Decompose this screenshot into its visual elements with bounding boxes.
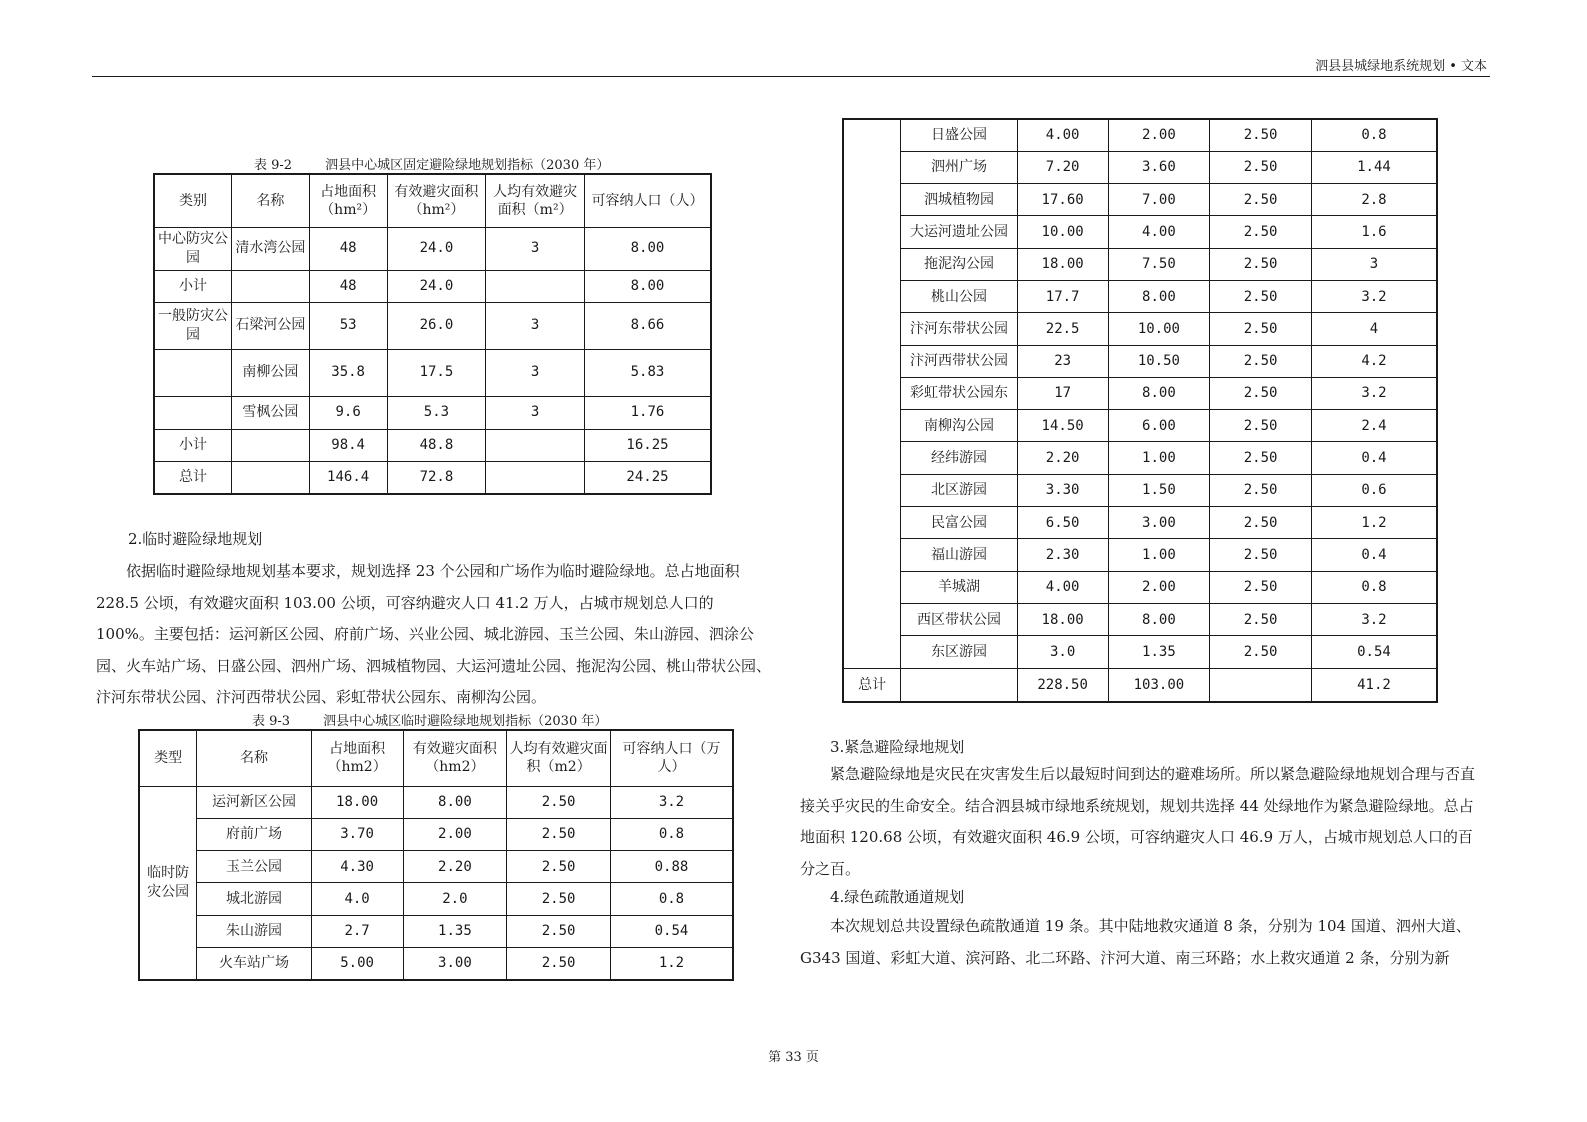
name-cell: 运河新区公园 xyxy=(197,786,311,818)
per-capita-cell: 2.50 xyxy=(1210,151,1312,183)
per-capita-cell: 2.50 xyxy=(1210,216,1312,248)
table92-row xyxy=(154,227,711,270)
table93-row xyxy=(139,915,733,947)
name-cell: 民富公园 xyxy=(901,507,1017,539)
capacity-cell: 2.8 xyxy=(1311,184,1437,216)
capacity-cell: 4.2 xyxy=(1311,345,1437,377)
section3-paragraph: 紧急避险绿地是灾民在灾害发生后以最短时间到达的避难场所。所以紧急避险绿地规划合理与否直接关乎灾民的生命安全。结合泗县城市绿地系统规划，规划共选择 44 处绿地作为紧急避险绿地。总占地面积 120.68 公顷，有效避灾面积 46.9 公顷，可容纳避灾人口 46.9 万人，占城市规划总人口的百分之百。 xyxy=(800,765,1476,878)
area-cell: 3.30 xyxy=(1017,474,1108,506)
per-capita-cell: 2.50 xyxy=(1210,636,1312,668)
section2-paragraph: 依据临时避险绿地规划基本要求，规划选择 23 个公园和广场作为临时避险绿地。总占地面积 228.5 公顷，有效避灾面积 103.00 公顷，可容纳避灾人口 41.2 万人，占城市规划总人口的 100%。主要包括：运河新区公园、府前广场、兴业公园、城北游园、玉兰公园、朱山游园、泗涂公园、火车站广场、日盛公园、泗州广场、泗城植物园、大运河遗址公园、拖泥沟公园、桃山带状公园、汴河东带状公园、汴河西带状公园、彩虹带状公园东、南柳沟公园。 xyxy=(96,562,772,706)
name-cell: 汴河东带状公园 xyxy=(901,313,1017,345)
area-cell: 9.6 xyxy=(309,396,387,429)
capacity-cell: 0.8 xyxy=(610,818,733,850)
table93-header-cell: 名称 xyxy=(197,730,311,786)
section3-heading: 3.紧急避险绿地规划 xyxy=(830,738,965,756)
name-cell: 火车站广场 xyxy=(197,947,311,979)
per-capita-cell: 2.50 xyxy=(1210,603,1312,635)
table92-row xyxy=(154,270,711,302)
area-cell: 98.4 xyxy=(309,429,387,461)
page-number: 第 33 页 xyxy=(768,1050,819,1065)
table93-row xyxy=(139,851,733,883)
capacity-cell: 3.2 xyxy=(1311,280,1437,312)
area-cell: 48 xyxy=(309,270,387,302)
table92-row xyxy=(154,429,711,461)
table93-row xyxy=(843,119,1437,151)
table93-total-row xyxy=(843,668,1437,702)
per-capita-cell: 3 xyxy=(486,349,585,396)
capacity-cell: 0.4 xyxy=(1311,539,1437,571)
category-cell: 总计 xyxy=(154,461,232,494)
capacity-cell: 24.25 xyxy=(584,461,711,494)
name-cell: 南柳沟公园 xyxy=(901,410,1017,442)
table93-row xyxy=(843,539,1437,571)
name-cell: 福山游园 xyxy=(901,539,1017,571)
table93-header-cell: 类型 xyxy=(139,730,197,786)
section4-body xyxy=(800,911,1476,974)
table93-row xyxy=(139,786,733,818)
category-cell: 临时防灾公园 xyxy=(139,786,197,980)
capacity-cell: 1.76 xyxy=(584,396,711,429)
effective-cell: 24.0 xyxy=(387,270,486,302)
capacity-cell: 41.2 xyxy=(1311,668,1437,702)
name-cell xyxy=(232,461,310,494)
table93-row xyxy=(843,280,1437,312)
per-capita-cell: 2.50 xyxy=(1210,539,1312,571)
name-cell: 东区游园 xyxy=(901,636,1017,668)
table92-header-cell: 名称 xyxy=(232,174,310,227)
per-capita-cell: 2.50 xyxy=(1210,474,1312,506)
capacity-cell: 1.2 xyxy=(610,947,733,979)
table92-header-cell: 占地面积（hm²） xyxy=(309,174,387,227)
capacity-cell: 0.54 xyxy=(610,915,733,947)
area-cell: 4.00 xyxy=(1017,571,1108,603)
area-cell: 3.70 xyxy=(311,818,403,850)
name-cell: 桃山公园 xyxy=(901,280,1017,312)
section4-heading: 4.绿色疏散通道规划 xyxy=(830,888,965,906)
name-cell xyxy=(232,429,310,461)
per-capita-cell: 2.50 xyxy=(1210,248,1312,280)
table-9-2 xyxy=(153,173,712,495)
per-capita-cell: 3 xyxy=(486,227,585,270)
section2-body xyxy=(96,556,772,714)
effective-cell: 4.00 xyxy=(1108,216,1210,248)
effective-cell: 10.00 xyxy=(1108,313,1210,345)
name-cell: 日盛公园 xyxy=(901,119,1017,151)
capacity-cell: 2.4 xyxy=(1311,410,1437,442)
header-title: 泗县县城绿地系统规划 • 文本 xyxy=(1315,59,1487,74)
per-capita-cell: 2.50 xyxy=(507,883,611,915)
category-cell: 中心防灾公园 xyxy=(154,227,232,270)
effective-cell: 24.0 xyxy=(387,227,486,270)
area-cell: 35.8 xyxy=(309,349,387,396)
total-label-cell: 总计 xyxy=(843,668,901,702)
area-cell: 14.50 xyxy=(1017,410,1108,442)
table93-row xyxy=(139,883,733,915)
category-cell: 一般防灾公园 xyxy=(154,302,232,349)
section4-paragraph: 本次规划总共设置绿色疏散通道 19 条。其中陆地救灾通道 8 条，分别为 104 国道、泗州大道、G343 国道、彩虹大道、滨河路、北二环路、汴河大道、南三环路；水上救灾通道 2 条，分别为新 xyxy=(800,917,1471,967)
table92-caption: 表 9-2 泗县中心城区固定避险绿地规划指标（2030 年） xyxy=(254,158,610,173)
effective-cell: 2.0 xyxy=(403,883,507,915)
effective-cell: 72.8 xyxy=(387,461,486,494)
table93-header-cell: 有效避灾面积（hm2） xyxy=(403,730,507,786)
table93-row xyxy=(843,151,1437,183)
per-capita-cell: 2.50 xyxy=(507,818,611,850)
table92-row xyxy=(154,461,711,494)
name-cell: 清水湾公园 xyxy=(232,227,310,270)
area-cell: 53 xyxy=(309,302,387,349)
effective-cell: 2.20 xyxy=(403,851,507,883)
per-capita-cell: 2.50 xyxy=(1210,442,1312,474)
area-cell: 4.00 xyxy=(1017,119,1108,151)
per-capita-cell xyxy=(486,461,585,494)
name-cell: 大运河遗址公园 xyxy=(901,216,1017,248)
effective-cell: 8.00 xyxy=(1108,377,1210,409)
area-cell: 146.4 xyxy=(309,461,387,494)
effective-cell: 3.00 xyxy=(1108,507,1210,539)
effective-cell: 26.0 xyxy=(387,302,486,349)
area-cell: 17.60 xyxy=(1017,184,1108,216)
effective-cell: 7.00 xyxy=(1108,184,1210,216)
capacity-cell: 3.2 xyxy=(610,786,733,818)
section2-heading: 2.临时避险绿地规划 xyxy=(128,530,263,548)
table92-header-cell: 人均有效避灾面积（m²） xyxy=(486,174,585,227)
name-cell: 雪枫公园 xyxy=(232,396,310,429)
area-cell: 228.50 xyxy=(1017,668,1108,702)
area-cell: 18.00 xyxy=(1017,248,1108,280)
table92-header-cell: 有效避灾面积（hm²） xyxy=(387,174,486,227)
table92-header-cell: 类别 xyxy=(154,174,232,227)
per-capita-cell xyxy=(486,429,585,461)
name-cell: 羊城湖 xyxy=(901,571,1017,603)
capacity-cell: 5.83 xyxy=(584,349,711,396)
capacity-cell: 3.2 xyxy=(1311,377,1437,409)
area-cell: 23 xyxy=(1017,345,1108,377)
name-cell: 泗州广场 xyxy=(901,151,1017,183)
table93-row xyxy=(843,442,1437,474)
table-9-3-right xyxy=(842,118,1438,703)
per-capita-cell: 2.50 xyxy=(507,786,611,818)
category-cell: 小计 xyxy=(154,270,232,302)
table92-row xyxy=(154,396,711,429)
area-cell: 22.5 xyxy=(1017,313,1108,345)
per-capita-cell: 2.50 xyxy=(507,915,611,947)
effective-cell: 2.00 xyxy=(1108,119,1210,151)
name-cell: 玉兰公园 xyxy=(197,851,311,883)
per-capita-cell xyxy=(486,270,585,302)
capacity-cell: 0.6 xyxy=(1311,474,1437,506)
category-cell xyxy=(154,349,232,396)
capacity-cell: 0.54 xyxy=(1311,636,1437,668)
name-cell: 经纬游园 xyxy=(901,442,1017,474)
area-cell: 6.50 xyxy=(1017,507,1108,539)
capacity-cell: 1.2 xyxy=(1311,507,1437,539)
effective-cell: 1.00 xyxy=(1108,539,1210,571)
area-cell: 4.30 xyxy=(311,851,403,883)
capacity-cell: 0.4 xyxy=(1311,442,1437,474)
section3-body xyxy=(800,759,1476,885)
effective-cell: 1.35 xyxy=(403,915,507,947)
table93-row xyxy=(843,345,1437,377)
name-cell: 汴河西带状公园 xyxy=(901,345,1017,377)
effective-cell: 1.00 xyxy=(1108,442,1210,474)
capacity-cell: 8.66 xyxy=(584,302,711,349)
name-cell xyxy=(901,668,1017,702)
area-cell: 2.7 xyxy=(311,915,403,947)
capacity-cell: 1.6 xyxy=(1311,216,1437,248)
table93-row xyxy=(843,474,1437,506)
area-cell: 10.00 xyxy=(1017,216,1108,248)
table93-row xyxy=(843,603,1437,635)
area-cell: 7.20 xyxy=(1017,151,1108,183)
effective-cell: 2.00 xyxy=(1108,571,1210,603)
name-cell: 泗城植物园 xyxy=(901,184,1017,216)
capacity-cell: 3 xyxy=(1311,248,1437,280)
per-capita-cell: 2.50 xyxy=(1210,280,1312,312)
per-capita-cell: 2.50 xyxy=(1210,184,1312,216)
effective-cell: 103.00 xyxy=(1108,668,1210,702)
table93-row xyxy=(843,216,1437,248)
name-cell: 府前广场 xyxy=(197,818,311,850)
effective-cell: 17.5 xyxy=(387,349,486,396)
capacity-cell: 0.8 xyxy=(1311,119,1437,151)
table93-row xyxy=(843,410,1437,442)
name-cell: 城北游园 xyxy=(197,883,311,915)
table93-header-cell: 可容纳人口（万人） xyxy=(610,730,733,786)
capacity-cell: 8.00 xyxy=(584,270,711,302)
capacity-cell: 0.8 xyxy=(1311,571,1437,603)
effective-cell: 8.00 xyxy=(1108,280,1210,312)
table93-row xyxy=(843,571,1437,603)
capacity-cell: 0.88 xyxy=(610,851,733,883)
per-capita-cell: 2.50 xyxy=(507,947,611,979)
name-cell: 拖泥沟公园 xyxy=(901,248,1017,280)
table92-row xyxy=(154,302,711,349)
name-cell: 西区带状公园 xyxy=(901,603,1017,635)
table92-header-cell: 可容纳人口（人） xyxy=(584,174,711,227)
table93-row xyxy=(843,507,1437,539)
table93-row xyxy=(843,636,1437,668)
effective-cell: 8.00 xyxy=(403,786,507,818)
effective-cell: 8.00 xyxy=(1108,603,1210,635)
capacity-cell: 0.8 xyxy=(610,883,733,915)
per-capita-cell: 3 xyxy=(486,302,585,349)
table93-row xyxy=(843,313,1437,345)
category-cell xyxy=(154,396,232,429)
area-cell: 2.20 xyxy=(1017,442,1108,474)
table93-row xyxy=(139,818,733,850)
category-cell xyxy=(843,119,901,668)
effective-cell: 1.50 xyxy=(1108,474,1210,506)
area-cell: 2.30 xyxy=(1017,539,1108,571)
effective-cell: 10.50 xyxy=(1108,345,1210,377)
area-cell: 4.0 xyxy=(311,883,403,915)
name-cell xyxy=(232,270,310,302)
effective-cell: 7.50 xyxy=(1108,248,1210,280)
name-cell: 石梁河公园 xyxy=(232,302,310,349)
per-capita-cell: 2.50 xyxy=(1210,571,1312,603)
table92-row xyxy=(154,349,711,396)
capacity-cell: 4 xyxy=(1311,313,1437,345)
effective-cell: 3.60 xyxy=(1108,151,1210,183)
name-cell: 南柳公园 xyxy=(232,349,310,396)
per-capita-cell xyxy=(1210,668,1312,702)
effective-cell: 6.00 xyxy=(1108,410,1210,442)
capacity-cell: 16.25 xyxy=(584,429,711,461)
effective-cell: 3.00 xyxy=(403,947,507,979)
table-9-3-left xyxy=(138,729,734,981)
per-capita-cell: 2.50 xyxy=(1210,313,1312,345)
capacity-cell: 1.44 xyxy=(1311,151,1437,183)
name-cell: 彩虹带状公园东 xyxy=(901,377,1017,409)
per-capita-cell: 3 xyxy=(486,396,585,429)
area-cell: 3.0 xyxy=(1017,636,1108,668)
table93-row xyxy=(843,377,1437,409)
per-capita-cell: 2.50 xyxy=(1210,507,1312,539)
per-capita-cell: 2.50 xyxy=(507,851,611,883)
table92-header-row xyxy=(154,174,711,227)
name-cell: 北区游园 xyxy=(901,474,1017,506)
area-cell: 17.7 xyxy=(1017,280,1108,312)
area-cell: 18.00 xyxy=(1017,603,1108,635)
effective-cell: 5.3 xyxy=(387,396,486,429)
header-rule xyxy=(92,76,1490,77)
per-capita-cell: 2.50 xyxy=(1210,345,1312,377)
capacity-cell: 3.2 xyxy=(1311,603,1437,635)
table93-header-cell: 占地面积（hm2） xyxy=(311,730,403,786)
per-capita-cell: 2.50 xyxy=(1210,377,1312,409)
area-cell: 17 xyxy=(1017,377,1108,409)
capacity-cell: 8.00 xyxy=(584,227,711,270)
table93-header-row xyxy=(139,730,733,786)
per-capita-cell: 2.50 xyxy=(1210,119,1312,151)
per-capita-cell: 2.50 xyxy=(1210,410,1312,442)
area-cell: 5.00 xyxy=(311,947,403,979)
table93-caption: 表 9-3 泗县中心城区临时避险绿地规划指标（2030 年） xyxy=(252,714,608,729)
area-cell: 18.00 xyxy=(311,786,403,818)
table93-row xyxy=(139,947,733,979)
effective-cell: 1.35 xyxy=(1108,636,1210,668)
category-cell: 小计 xyxy=(154,429,232,461)
effective-cell: 2.00 xyxy=(403,818,507,850)
area-cell: 48 xyxy=(309,227,387,270)
table93-row xyxy=(843,184,1437,216)
name-cell: 朱山游园 xyxy=(197,915,311,947)
effective-cell: 48.8 xyxy=(387,429,486,461)
table93-row xyxy=(843,248,1437,280)
table93-header-cell: 人均有效避灾面积（m2） xyxy=(507,730,611,786)
